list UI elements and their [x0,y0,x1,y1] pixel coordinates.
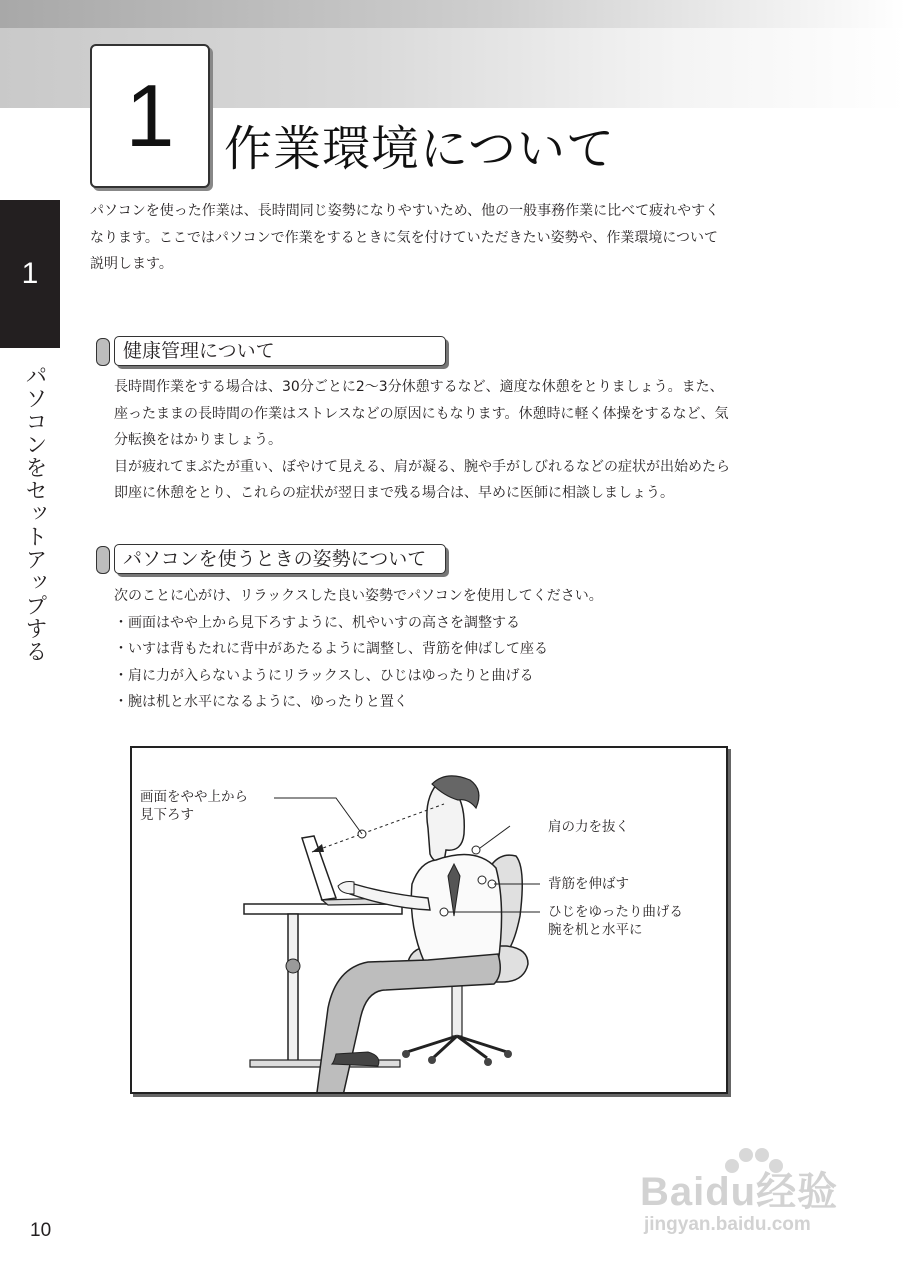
section-heading-label: 健康管理について [114,336,446,366]
intro-line: パソコンを使った作業は、長時間同じ姿勢になりやすいため、他の一般事務作業に比べて疲れやすく [90,203,720,219]
body-line: 長時間作業をする場合は、30分ごとに2〜3分休憩するなど、適度な休憩をとりましょう。また、 [114,379,724,395]
section-marker-icon [96,338,110,366]
body-line: 即座に休憩をとり、これらの症状が翌日まで残る場合は、早めに医師に相談しましょう。 [114,485,674,501]
intro-line: なります。ここではパソコンで作業をするときに気を付けていただきたい姿勢や、作業環境について [90,229,719,246]
header-top-stripe [0,0,906,28]
page-number: 10 [30,1220,52,1241]
section-marker-icon [96,546,110,574]
posture-bullet-list [114,610,826,716]
posture-illustration-figure [130,746,728,1094]
watermark-logo: Baidu经验 [640,1170,839,1214]
chapter-title: 作業環境について [224,121,616,177]
section-heading-health [96,336,456,366]
section-heading-posture [96,544,456,574]
side-chapter-tab[interactable]: 1 [0,200,60,348]
annotation-back: 背筋を伸ばす [548,876,629,892]
body-line: 目が疲れてまぶたが重い、ぼやけて見える、肩が凝る、腕や手がしびれるなどの症状が出始めたら [114,458,730,475]
intro-line: 説明します。 [90,256,173,272]
annotation-screen-line2: 見下ろす [140,807,194,823]
intro-paragraph [90,198,825,278]
watermark-url: jingyan.baidu.com [644,1214,811,1235]
annotation-elbow [548,903,683,939]
section-heading-label: パソコンを使うときの姿勢について [114,544,446,574]
annotation-screen-line1: 画面をやや上から [140,789,248,805]
side-chapter-label: パソコンをセットアップする [22,364,47,663]
watermark [640,1146,860,1246]
bullet-item: ・腕は机と水平になるように、ゆったりと置く [114,694,408,710]
body-line: 座ったままの長時間の作業はストレスなどの原因にもなります。休憩時に軽く体操をするなど、気 [114,405,729,422]
bullet-item: ・いすは背もたれに背中があたるように調整し、背筋を伸ばして座る [114,641,548,657]
bullet-item: ・画面はやや上から見下ろすように、机やいすの高さを調整する [114,614,520,631]
section-body-health [114,374,826,507]
annotation-shoulder: 肩の力を抜く [548,819,629,835]
annotation-elbow-line1: ひじをゆったり曲げる [548,904,683,920]
body-line: 分転換をはかりましょう。 [114,432,282,448]
chapter-number-box: 1 [90,44,210,188]
body-lead: 次のことに心がけ、リラックスした良い姿勢でパソコンを使用してください。 [114,588,603,604]
bullet-item: ・肩に力が入らないようにリラックスし、ひじはゆったりと曲げる [114,667,534,684]
annotation-elbow-line2: 腕を机と水平に [548,922,643,938]
annotation-screen [140,788,248,824]
section-body-posture [114,583,826,716]
